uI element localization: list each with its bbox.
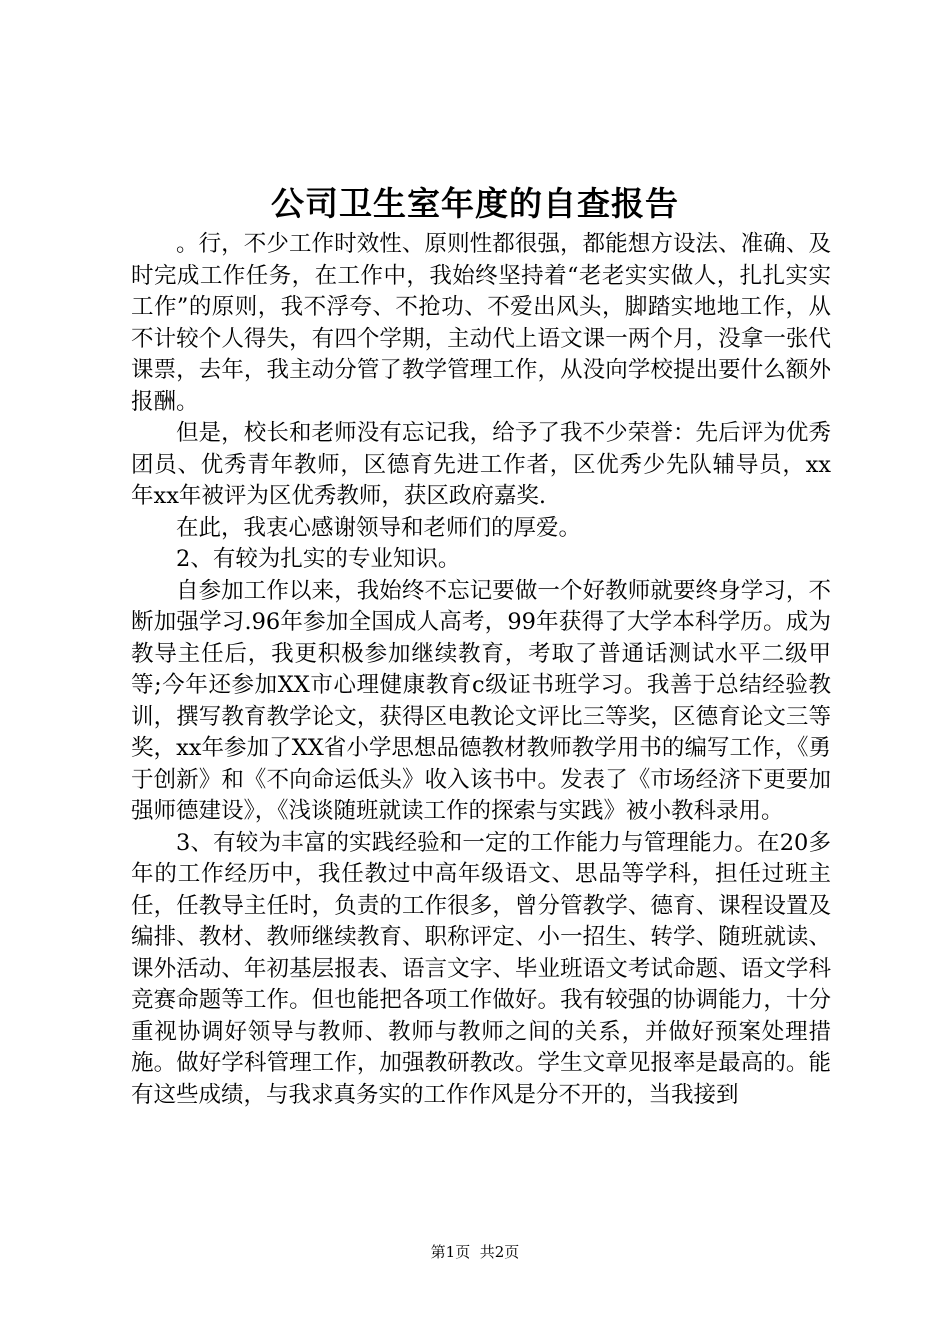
page-number: 第1页 [430, 1243, 471, 1261]
paragraph: 3、有较为丰富的实践经验和一定的工作能力与管理能力。在20多年的工作经历中，我任教过中高年级语文、思品等学科，担任过班主任，任教导主任时，负责的工作很多，曾分管教学、德育、课程设置及编排、教材、教师继续教育、职称评定、小一招生、转学、随班就读、课外活动、年初基层报表、语言文字、毕业班语文考试命题、语文学科竞赛命题等工作。但也能把各项工作做好。我有较强的协调能力，十分重视协调好领导与教师、教师与教师之间的关系，并做好预案处理措施。做好学科管理工作，加强教研教改。学生文章见报率是最高的。能有这些成绩，与我求真务实的工作作风是分不开的，当我接到 [131, 829, 831, 1108]
document-body [131, 229, 831, 1111]
document-title: 公司卫生室年度的自查报告 [271, 184, 679, 223]
footer-separator [470, 1243, 480, 1261]
paragraph: 但是，校长和老师没有忘记我，给予了我不少荣誉：先后评为优秀团员、优秀青年教师，区德育先进工作者，区优秀少先队辅导员，xx年xx年被评为区优秀教师，获区政府嘉奖. [131, 420, 831, 509]
page-footer [0, 1242, 950, 1262]
paragraph: 自参加工作以来，我始终不忘记要做一个好教师就要终身学习，不断加强学习.96年参加全国成人高考，99年获得了大学本科学历。成为教导主任后，我更积极参加继续教育，考取了普通话测试水平二级甲等;今年还参加XX市心理健康教育c级证书班学习。我善于总结经验教训，撰写教育教学论文，获得区电教论文评比三等奖，区德育论文三等奖，xx年参加了XX省小学思想品德教材教师教学用书的编写工作，《勇于创新》和《不向命运低头》收入该书中。发表了《市场经济下更要加强师德建设》，《浅谈随班就读工作的探索与实践》被小教科录用。 [131, 577, 831, 824]
paragraph: 。行，不少工作时效性、原则性都很强，都能想方设法、准确、及时完成工作任务，在工作中，我始终坚持着“老老实实做人，扎扎实实工作”的原则，我不浮夸、不抢功、不爱出风头，脚踏实地地工作，从不计较个人得失，有四个学期，主动代上语文课一两个月，没拿一张代课票，去年，我主动分管了教学管理工作，从没向学校提出要什么额外报酬。 [131, 231, 831, 415]
paragraph: 2、有较为扎实的专业知识。 [176, 546, 461, 572]
paragraph: 在此，我衷心感谢领导和老师们的厚爱。 [176, 514, 582, 541]
page-total: 共2页 [479, 1243, 520, 1261]
